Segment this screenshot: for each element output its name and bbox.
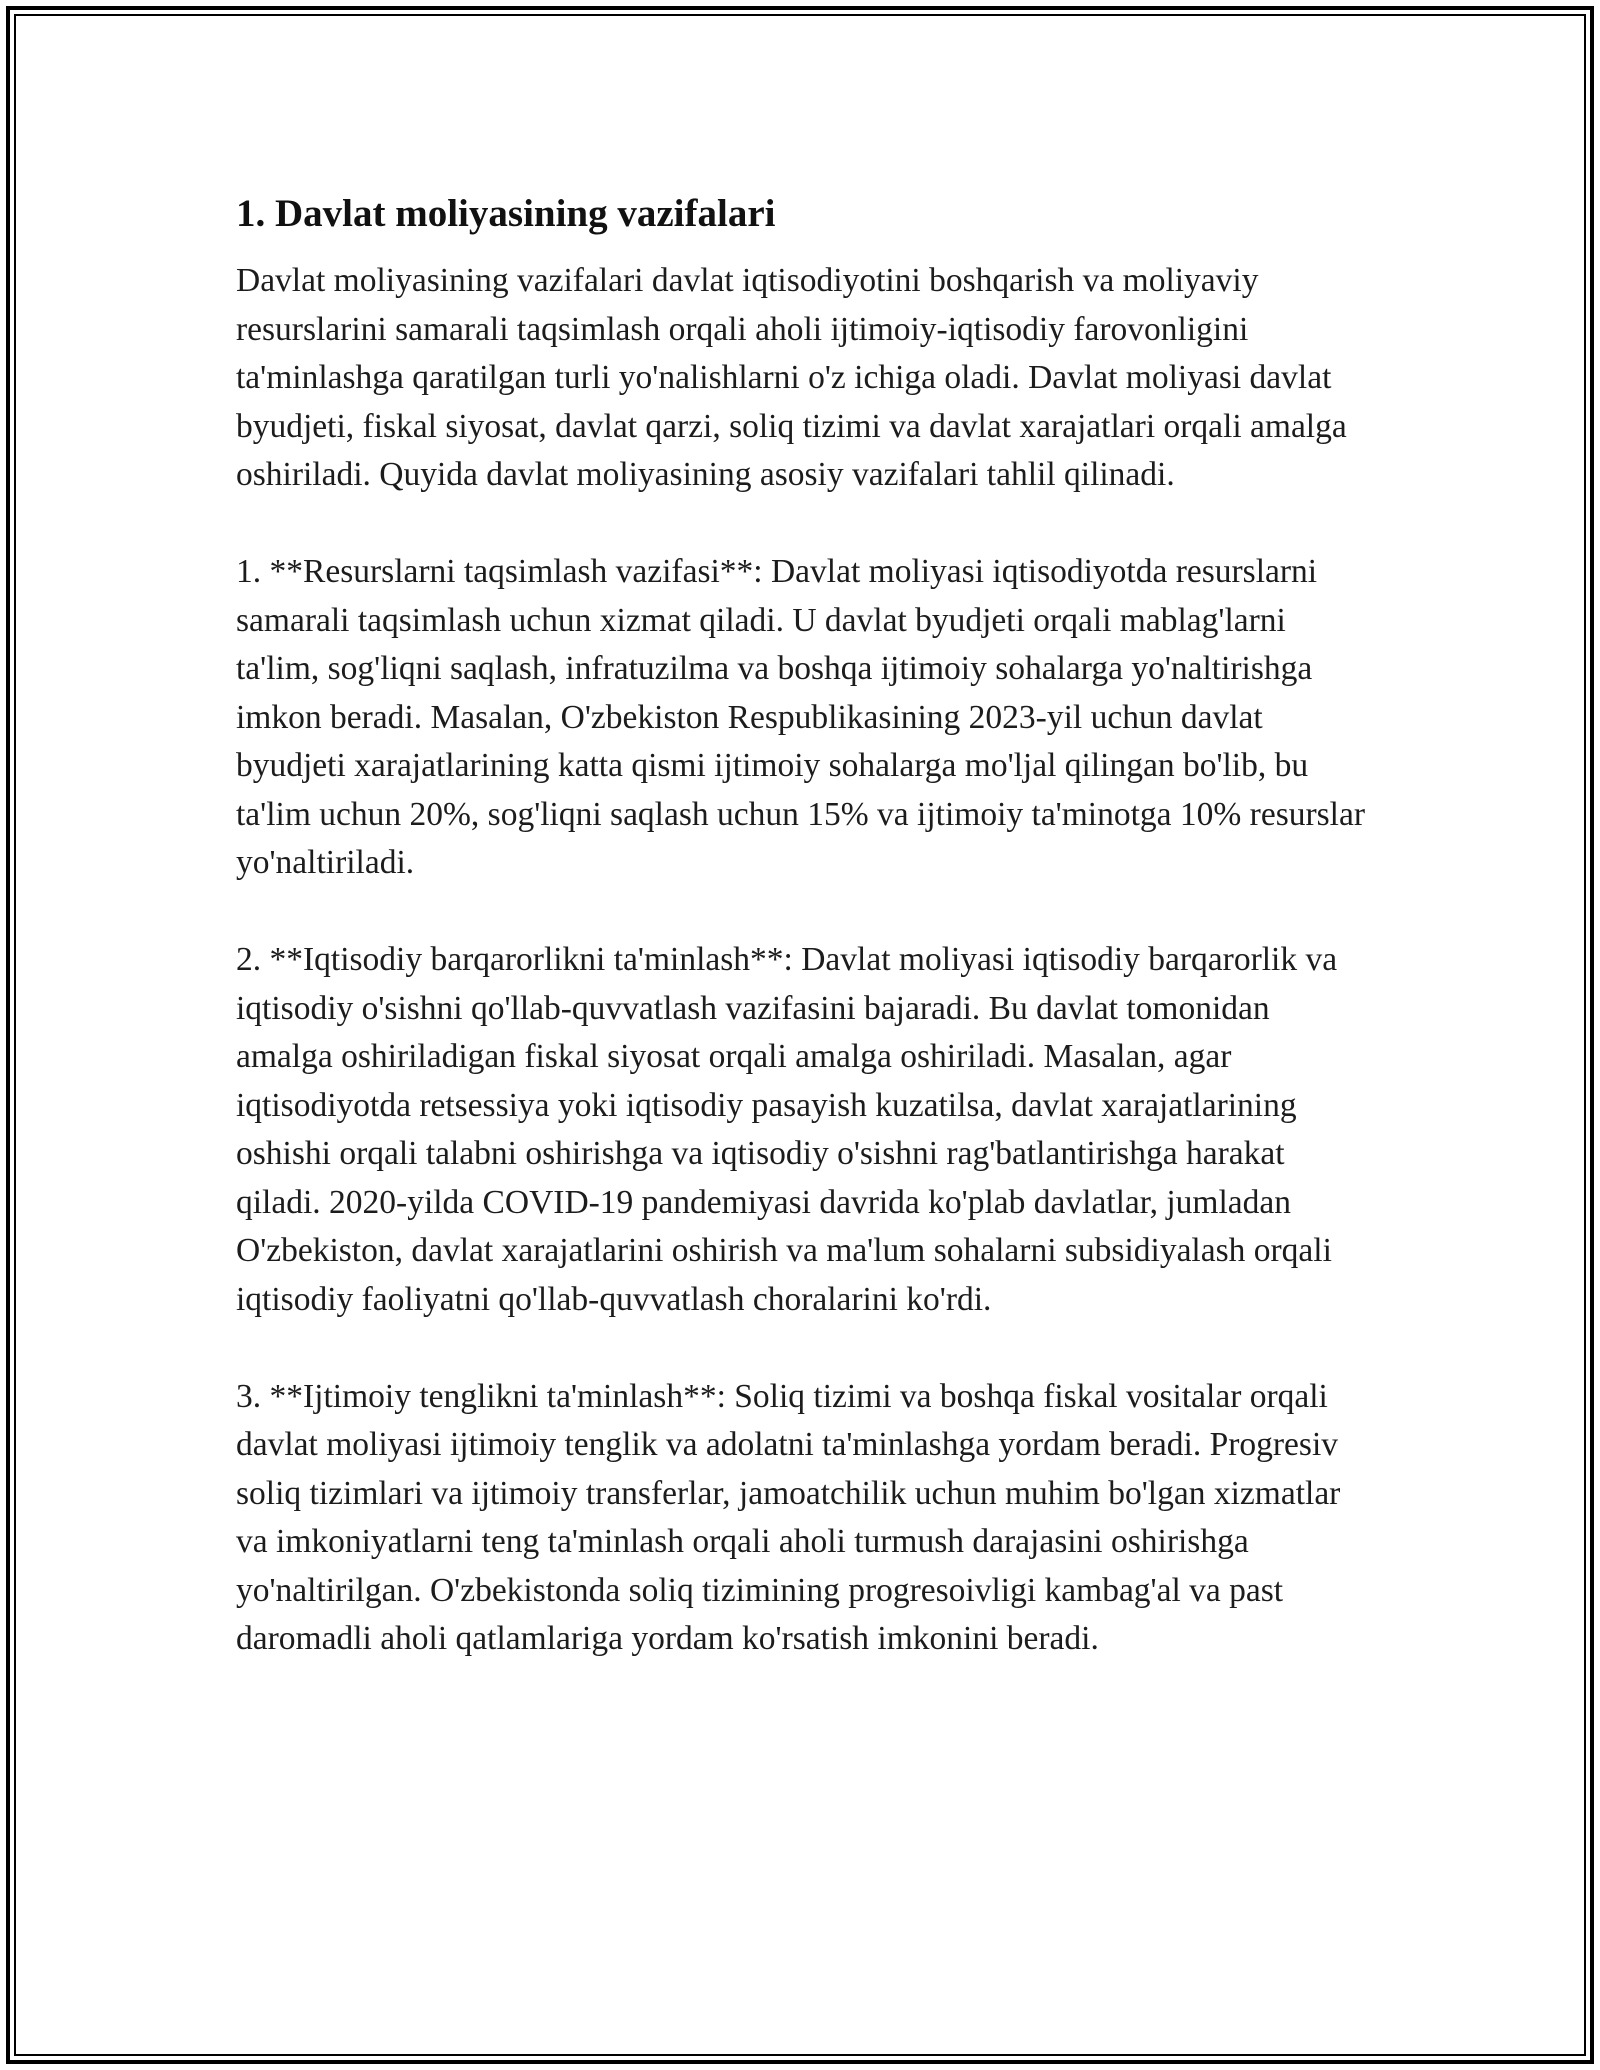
resource-allocation-paragraph: 1. **Resurslarni taqsimlash vazifasi**: Davlat moliyasi iqtisodiyotda resurslarni samarali taqsimlash uchun xizmat qiladi. U davlat byudjeti orqali mablag'larni ta'lim, sog'liqni saqlash, infratuzilma va boshqa ijtimoiy sohalarga yo'naltirishga imkon beradi. Masalan, O'zbekiston Respublikasining 2023-yil uchun davlat byudjeti xarajatlarining katta qismi ijtimoiy sohalarga mo'ljal qilingan bo'lib, bu ta'lim uchun 20%, sog'liqni saqlash uchun 15% va ijtimoiy ta'minotga 10% resurslar yo'naltiriladi.: [236, 553, 1366, 881]
intro-paragraph: Davlat moliyasining vazifalari davlat iqtisodiyotini boshqarish va moliyaviy resurslarini samarali taqsimlash orqali aholi ijtimoiy-iqtisodiy farovonligini ta'minlashga qaratilgan turli yo'nalishlarni o'z ichiga oladi. Davlat moliyasi davlat byudjeti, fiskal siyosat, davlat qarzi, soliq tizimi va davlat xarajatlari orqali amalga oshiriladi. Quyida davlat moliyasining asosiy vazifalari tahlil qilinadi.: [236, 262, 1347, 493]
social-equality-paragraph: 3. **Ijtimoiy tenglikni ta'minlash**: Soliq tizimi va boshqa fiskal vositalar orqali davlat moliyasi ijtimoiy tenglik va adolatni ta'minlashga yordam beradi. Progresiv soliq tizimlari va ijtimoiy transferlar, jamoatchilik uchun muhim bo'lgan xizmatlar va imkoniyatlarni teng ta'minlash orqali aholi turmush darajasini oshirishga yo'naltirilgan. O'zbekistonda soliq tizimining progresoivligi kambag'al va past daromadli aholi qatlamlariga yordam ko'rsatish imkonini beradi.: [236, 1377, 1341, 1657]
document-body: [236, 185, 1366, 1664]
economic-stability-paragraph: 2. **Iqtisodiy barqarorlikni ta'minlash**: Davlat moliyasi iqtisodiy barqarorlik va iqtisodiy o'sishni qo'llab-quvvatlash vazifasini bajaradi. Bu davlat tomonidan amalga oshiriladigan fiskal siyosat orqali amalga oshiriladi. Masalan, agar iqtisodiyotda retsessiya yoki iqtisodiy pasayish kuzatilsa, davlat xarajatlarining oshishi orqali talabni oshirishga va iqtisodiy o'sishni rag'batlantirishga harakat qiladi. 2020-yilda COVID-19 pandemiyasi davrida ko'plab davlatlar, jumladan O'zbekiston, davlat xarajatlarini oshirish va ma'lum sohalarni subsidiyalash orqali iqtisodiy faoliyatni qo'llab-quvvatlash choralarini ko'rdi.: [236, 941, 1338, 1318]
section-heading: 1. Davlat moliyasining vazifalari: [236, 192, 776, 235]
